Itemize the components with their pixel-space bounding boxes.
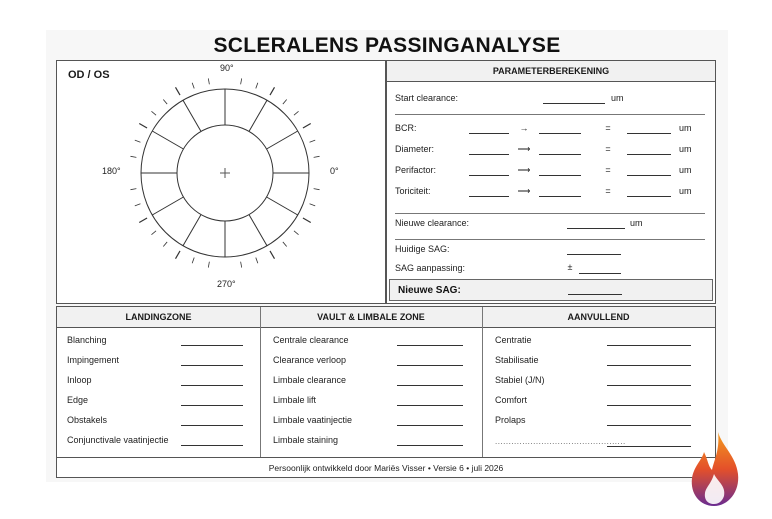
degree-tick [270, 251, 275, 259]
unit-um: um [679, 144, 692, 154]
param-old-field[interactable] [469, 175, 509, 176]
vault-header: VAULT & LIMBALE ZONE [260, 307, 482, 328]
vault-item-field[interactable] [397, 385, 463, 386]
degree-tick [192, 83, 194, 89]
degree-label-180: 180° [102, 166, 121, 176]
degree-tick [303, 124, 311, 129]
segment-divider [267, 197, 298, 215]
nieuwe-sag-field[interactable] [568, 294, 622, 295]
degree-tick [314, 156, 320, 157]
landingzone-item-field[interactable] [181, 445, 243, 446]
landingzone-item-label: Inloop [67, 375, 92, 385]
param-result-field[interactable] [627, 154, 671, 155]
custom-item-field[interactable] [607, 446, 691, 447]
degree-tick [176, 87, 181, 95]
degree-tick [130, 156, 136, 157]
param-new-field[interactable] [539, 175, 581, 176]
degree-tick [163, 99, 167, 104]
vault-item-label: Limbale clearance [273, 375, 347, 385]
degree-tick [283, 99, 287, 104]
column-divider [260, 307, 261, 457]
aanvullend-item-label: Stabiel (J/N) [495, 375, 545, 385]
aanvullend-item-field[interactable] [607, 365, 691, 366]
divider [395, 114, 705, 115]
sag-aanpassing-field[interactable] [579, 273, 621, 274]
vault-item-label: Limbale staining [273, 435, 339, 445]
degree-label-0: 0° [330, 166, 339, 176]
equals-symbol: = [605, 123, 611, 133]
arrow-icon: → [519, 123, 529, 133]
segment-divider [183, 100, 201, 131]
vault-item-field[interactable] [397, 345, 463, 346]
degree-tick [283, 242, 287, 247]
aanvullend-item-label: Comfort [495, 395, 528, 405]
landingzone-item-field[interactable] [181, 365, 243, 366]
landingzone-item-label: Blanching [67, 335, 107, 345]
nieuwe-sag-label: Nieuwe SAG: [398, 285, 461, 296]
param-result-field[interactable] [627, 175, 671, 176]
degree-tick [139, 218, 147, 223]
degree-tick [163, 242, 167, 247]
aanvullend-item-field[interactable] [607, 345, 691, 346]
segment-divider [152, 197, 183, 215]
start-clearance-label: Start clearance: [395, 93, 459, 103]
vault-item-label: Clearance verloop [273, 355, 347, 365]
degree-tick [208, 78, 209, 84]
vault-item-field[interactable] [397, 405, 463, 406]
footer-credit: Persoonlijk ontwikkeld door Mariës Visser • Versie 6 • juli 2026 [57, 457, 715, 478]
landingzone-item-field[interactable] [181, 425, 243, 426]
degree-tick [256, 83, 258, 89]
landingzone-item-field[interactable] [181, 385, 243, 386]
huidige-sag-label: Huidige SAG: [395, 244, 450, 254]
param-old-field[interactable] [469, 196, 509, 197]
degree-tick [241, 78, 242, 84]
vault-item-field[interactable] [397, 425, 463, 426]
degree-tick [176, 251, 181, 259]
degree-tick [303, 218, 311, 223]
unit-um: um [630, 218, 643, 228]
arrow-icon: ⟶ [517, 144, 531, 154]
start-clearance-field[interactable] [543, 103, 605, 104]
aanvullend-item-field[interactable] [607, 385, 691, 386]
vault-item-label: Limbale lift [273, 395, 317, 405]
lens-dial-diagram [57, 61, 385, 303]
degree-tick [208, 262, 209, 268]
degree-tick [139, 124, 147, 129]
eye-diagram-panel [56, 60, 386, 304]
param-label: Diameter: [395, 144, 435, 154]
arrow-icon: ⟶ [517, 165, 531, 175]
degree-label-90: 90° [220, 63, 234, 73]
unit-um: um [611, 93, 624, 103]
aanvullend-item-field[interactable] [607, 425, 691, 426]
equals-symbol: = [605, 144, 611, 154]
page-title: SCLERALENS PASSINGANALYSE [213, 34, 561, 57]
arrow-icon: ⟶ [517, 186, 531, 196]
degree-tick [241, 262, 242, 268]
sag-aanpassing-label: SAG aanpassing: [395, 263, 466, 273]
unit-um: um [679, 123, 692, 133]
nieuwe-sag-row [389, 279, 713, 301]
parameter-header: PARAMETERBEREKENING [387, 61, 715, 82]
degree-label-270: 270° [217, 279, 236, 289]
aanvullend-item-field[interactable] [607, 405, 691, 406]
flame-logo [686, 430, 744, 510]
landingzone-item-label: Obstakels [67, 415, 108, 425]
landingzone-header: LANDINGZONE [57, 307, 260, 328]
column-divider [482, 307, 483, 457]
segment-divider [249, 215, 267, 246]
landingzone-item-label: Edge [67, 395, 89, 405]
param-label: BCR: [395, 123, 417, 133]
aanvullend-item-label: Prolaps [495, 415, 526, 425]
parameter-calculation-panel [386, 60, 716, 304]
custom-item-dots[interactable]: ................................................ [495, 437, 626, 446]
degree-tick [135, 204, 141, 206]
param-old-field[interactable] [469, 154, 509, 155]
degree-tick [151, 111, 156, 115]
vault-item-label: Centrale clearance [273, 335, 349, 345]
degree-tick [310, 204, 316, 206]
degree-tick [294, 231, 299, 235]
segment-divider [267, 131, 298, 149]
equals-symbol: = [605, 165, 611, 175]
divider [395, 239, 705, 240]
vault-item-field[interactable] [397, 445, 463, 446]
equals-symbol: = [605, 186, 611, 196]
param-new-field[interactable] [539, 133, 581, 134]
landingzone-item-label: Conjunctivale vaatinjectie [67, 435, 169, 445]
degree-tick [151, 231, 156, 235]
segment-divider [183, 215, 201, 246]
degree-tick [314, 189, 320, 190]
nieuwe-clearance-field[interactable] [567, 228, 625, 229]
degree-tick [294, 111, 299, 115]
vault-item-label: Limbale vaatinjectie [273, 415, 353, 425]
param-new-field[interactable] [539, 154, 581, 155]
vault-item-field[interactable] [397, 365, 463, 366]
param-label: Perifactor: [395, 165, 437, 175]
landingzone-item-label: Impingement [67, 355, 120, 365]
param-result-field[interactable] [627, 196, 671, 197]
divider [395, 213, 705, 214]
degree-tick [192, 258, 194, 264]
degree-tick [256, 258, 258, 264]
degree-tick [270, 87, 275, 95]
degree-tick [130, 189, 136, 190]
assessment-table [56, 306, 716, 478]
param-result-field[interactable] [627, 133, 671, 134]
param-new-field[interactable] [539, 196, 581, 197]
aanvullend-header: AANVULLEND [482, 307, 715, 328]
segment-divider [249, 100, 267, 131]
landingzone-item-field[interactable] [181, 405, 243, 406]
param-label: Toriciteit: [395, 186, 431, 196]
unit-um: um [679, 186, 692, 196]
aanvullend-item-label: Stabilisatie [495, 355, 539, 365]
aanvullend-item-label: Centratie [495, 335, 532, 345]
segment-divider [152, 131, 183, 149]
degree-tick [310, 140, 316, 142]
nieuwe-clearance-label: Nieuwe clearance: [395, 218, 470, 228]
landingzone-item-field[interactable] [181, 345, 243, 346]
plusminus-symbol: ± [567, 262, 573, 272]
huidige-sag-field[interactable] [567, 254, 621, 255]
degree-tick [135, 140, 141, 142]
unit-um: um [679, 165, 692, 175]
param-old-field[interactable] [469, 133, 509, 134]
od-os-label: OD / OS [68, 69, 110, 81]
form-sheet [46, 30, 728, 482]
